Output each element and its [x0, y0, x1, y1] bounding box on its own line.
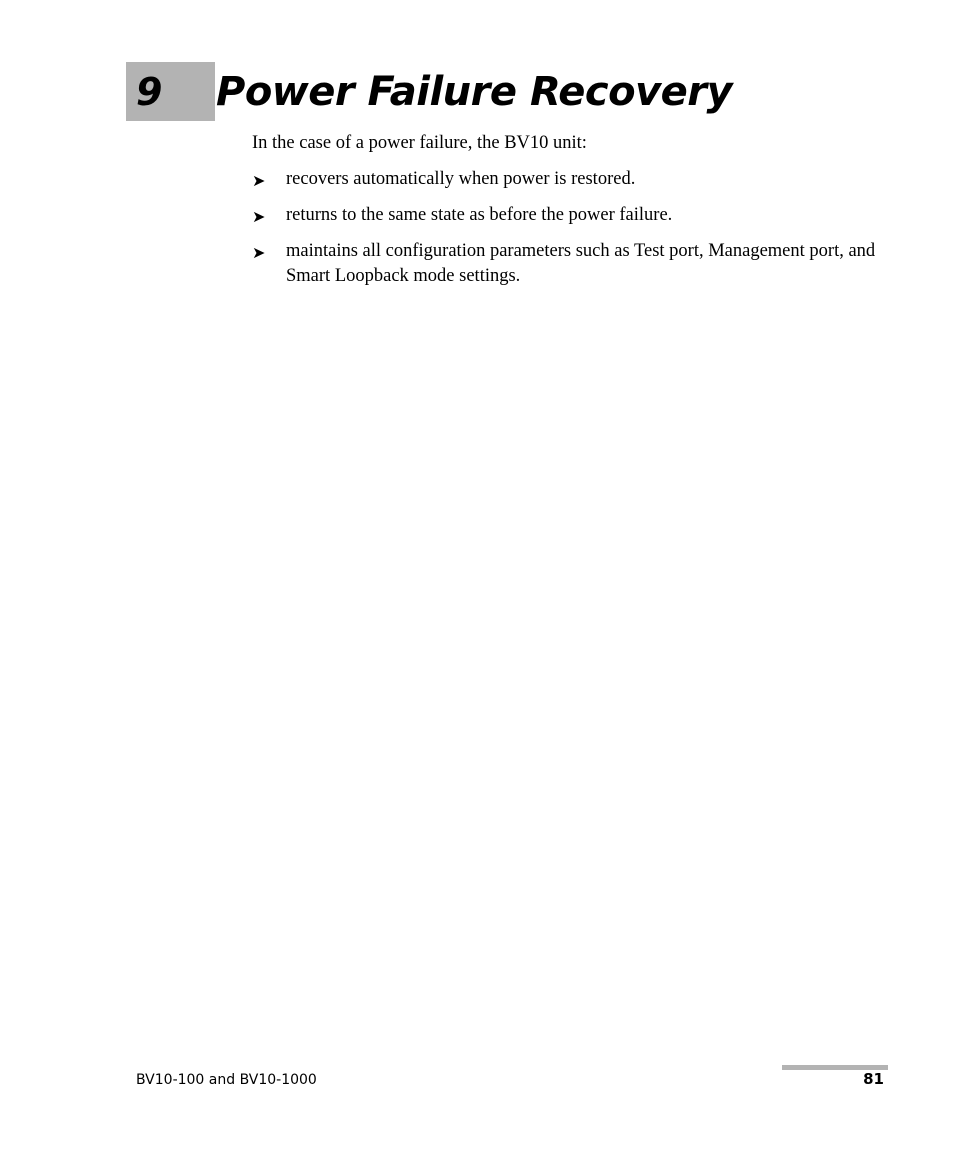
list-item-text: returns to the same state as before the power failure. — [286, 205, 673, 225]
arrow-bullet-icon: ➤ — [252, 207, 266, 226]
arrow-bullet-icon: ➤ — [252, 171, 266, 190]
list-item — [252, 203, 892, 228]
chapter-number-box — [126, 62, 215, 121]
list-item-text: maintains all configuration parameters such as Test port, Management port, and Smart Loopback mode settings. — [286, 241, 876, 286]
arrow-bullet-icon: ➤ — [252, 243, 266, 262]
chapter-number: 9 — [136, 70, 163, 114]
list-item — [252, 167, 892, 192]
page-number: 81 — [863, 1070, 884, 1088]
chapter-title: Power Failure Recovery — [216, 69, 733, 115]
list-item — [252, 239, 892, 289]
bullet-list — [252, 167, 892, 300]
list-item-text: recovers automatically when power is restored. — [286, 169, 636, 189]
footer-product-name: BV10-100 and BV10-1000 — [136, 1072, 317, 1088]
intro-paragraph: In the case of a power failure, the BV10 unit: — [252, 133, 587, 153]
